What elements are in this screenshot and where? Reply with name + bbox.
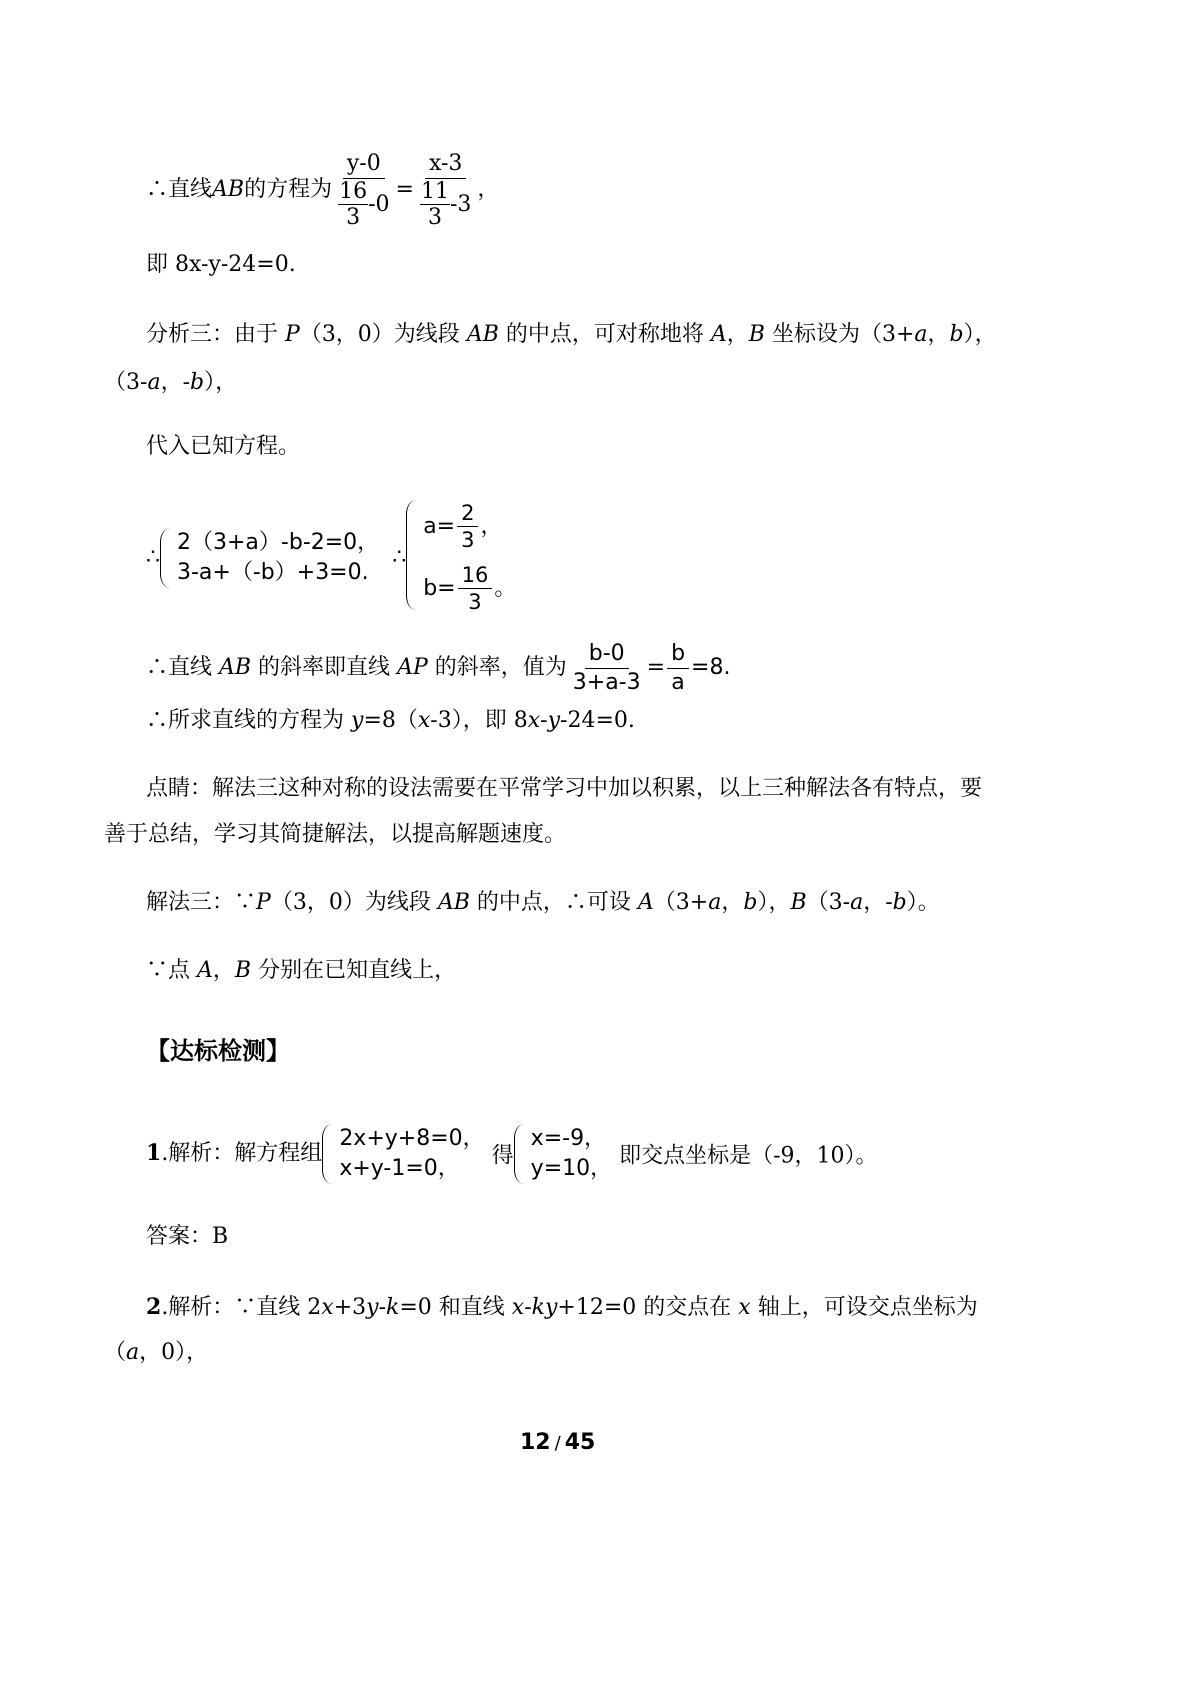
solution-three-line: 解法三：∵P（3，0）为线段 AB 的中点，∴可设 A（3+a，b），B（3-a，-b）。 xyxy=(146,890,940,915)
fraction-2: x-3 $\frac{11}{3}$ -3 xyxy=(420,151,472,230)
line-ab-equation: ∴直线AB的方程为 y-0 $\frac{16}{3}$ -0 = x-3 $\frac{11}{3}$ -3 ， xyxy=(146,151,500,230)
note-line2: 善于总结，学习其简捷解法，以提高解题速度。 xyxy=(104,822,567,847)
slope-line: ∴直线 AB 的斜率即直线 AP 的斜率，值为 $\frac{b-0}{3+a-3}$ = $\frac{b}{a}$ =8. xyxy=(146,641,731,695)
substitute-line: 代入已知方程。 xyxy=(146,434,301,459)
answer-1: 答案：B xyxy=(146,1224,229,1249)
equation-system-1: ∴ 2（3+a）-b-2=0， 3-a+（-b）+3=0. ∴ a= $\frac{2}{3}$ ， b= $\frac{16}{3}$ 。 xyxy=(146,501,517,614)
line-result-1: 即 8x-y-24=0. xyxy=(146,252,296,277)
section-heading: 【达标检测】 xyxy=(146,1037,290,1065)
page-number: 12 / 45 xyxy=(520,1430,596,1455)
question-2-line2: （a，0）， xyxy=(104,1340,209,1365)
analysis-three-line1: 分析三：由于 P（3，0）为线段 AB 的中点，可对称地将 A，B 坐标设为（3+a，b）， xyxy=(146,322,997,347)
fraction-1: y-0 $\frac{16}{3}$ -0 xyxy=(339,151,390,230)
note-line1: 点睛：解法三这种对称的设法需要在平常学习中加以积累，以上三种解法各有特点，要 xyxy=(146,776,983,801)
analysis-three-line2: （3-a，-b）， xyxy=(104,370,238,395)
points-on-lines: ∵点 A，B 分别在已知直线上， xyxy=(146,958,457,983)
final-equation-line: ∴所求直线的方程为 y=8（x-3），即 8x-y-24=0. xyxy=(146,708,635,733)
question-2-line1: 2.解析：∵直线 2x+3y-k=0 和直线 x-ky+12=0 的交点在 x 轴上，可设交点坐标为 xyxy=(146,1294,978,1320)
question-1: 1.解析：解方程组 2x+y+8=0， x+y-1=0， 得 x=-9， y=10， 即交点坐标是（-9，10）。 xyxy=(146,1124,878,1184)
